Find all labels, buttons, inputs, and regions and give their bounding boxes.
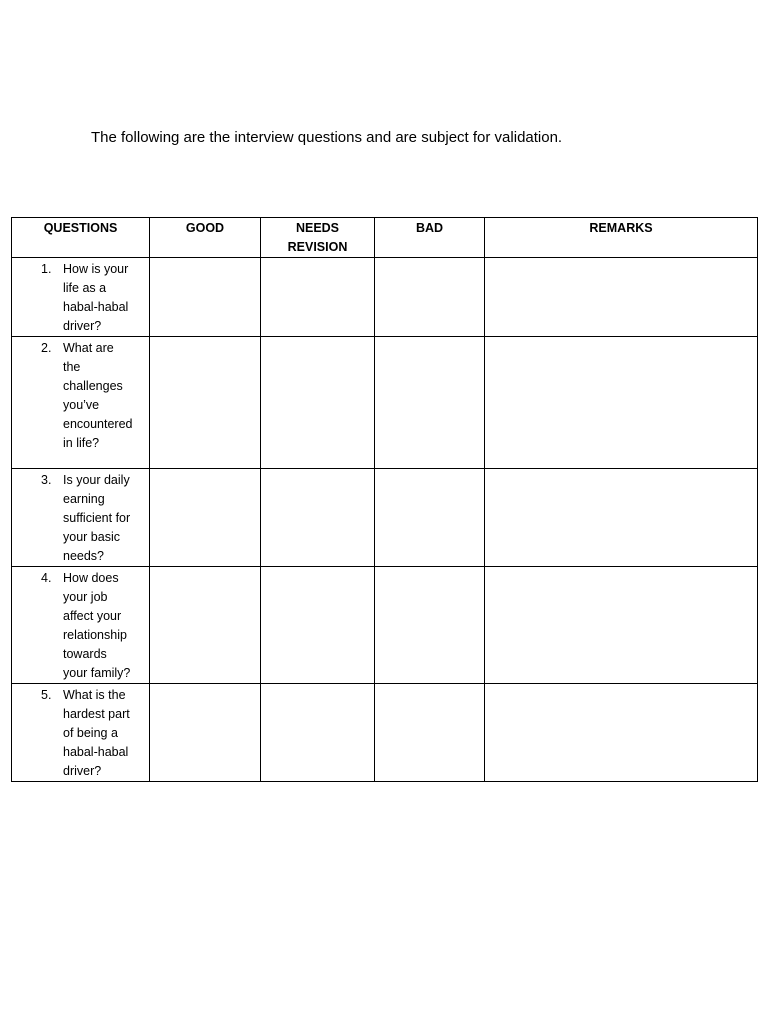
question-line: Is your daily	[63, 473, 130, 487]
question-number: 1.	[41, 262, 52, 276]
bad-cell[interactable]	[375, 469, 485, 567]
remarks-cell[interactable]	[485, 258, 758, 337]
header-row	[12, 218, 758, 258]
question-number: 4.	[41, 571, 52, 585]
question-line: your family?	[63, 666, 131, 680]
question-line: driver?	[63, 319, 102, 333]
table-row	[12, 337, 758, 469]
header-questions: QUESTIONS	[12, 218, 150, 258]
question-number: 2.	[41, 341, 52, 355]
validation-table	[11, 217, 758, 782]
question-line: your basic	[63, 530, 120, 544]
question-cell	[12, 469, 150, 567]
header-remarks: REMARKS	[485, 218, 758, 258]
question-line: What are	[63, 341, 114, 355]
bad-cell[interactable]	[375, 684, 485, 782]
table-row	[12, 469, 758, 567]
question-line: What is the	[63, 688, 126, 702]
question-line: you’ve	[63, 398, 100, 412]
question-cell	[12, 337, 150, 469]
good-cell[interactable]	[150, 469, 261, 567]
question-line: relationship	[63, 628, 127, 642]
question-line: earning	[63, 492, 105, 506]
question-line: life as a	[63, 281, 107, 295]
question-text	[63, 469, 149, 566]
question-number: 3.	[41, 473, 52, 487]
remarks-cell[interactable]	[485, 684, 758, 782]
needs-revision-cell[interactable]	[261, 567, 375, 684]
question-line: your job	[63, 590, 108, 604]
question-line: affect your	[63, 609, 122, 623]
question-line: encountered	[63, 417, 133, 431]
question-text	[63, 258, 149, 336]
bad-cell[interactable]	[375, 567, 485, 684]
question-text	[63, 567, 149, 683]
header-good: GOOD	[150, 218, 261, 258]
table-row	[12, 258, 758, 337]
needs-revision-cell[interactable]	[261, 684, 375, 782]
remarks-cell[interactable]	[485, 469, 758, 567]
question-number: 5.	[41, 688, 52, 702]
question-cell	[12, 567, 150, 684]
question-line: driver?	[63, 764, 102, 778]
question-text	[63, 684, 149, 781]
table-row	[12, 684, 758, 782]
question-line: towards	[63, 647, 107, 661]
needs-revision-cell[interactable]	[261, 337, 375, 469]
question-line: habal-habal	[63, 300, 129, 314]
question-line: the	[63, 360, 81, 374]
needs-revision-cell[interactable]	[261, 258, 375, 337]
question-line: needs?	[63, 549, 105, 563]
question-cell	[12, 684, 150, 782]
intro-text: The following are the interview questions and are subject for validation.	[91, 129, 563, 146]
good-cell[interactable]	[150, 337, 261, 469]
question-line: of being a	[63, 726, 118, 740]
good-cell[interactable]	[150, 567, 261, 684]
table-row	[12, 567, 758, 684]
question-line: sufficient for	[63, 511, 131, 525]
question-cell	[12, 258, 150, 337]
question-line: How does	[63, 571, 119, 585]
header-bad: BAD	[375, 218, 485, 258]
remarks-cell[interactable]	[485, 337, 758, 469]
question-line: hardest part	[63, 707, 130, 721]
question-line: How is your	[63, 262, 129, 276]
good-cell[interactable]	[150, 258, 261, 337]
needs-revision-cell[interactable]	[261, 469, 375, 567]
question-line: challenges	[63, 379, 123, 393]
bad-cell[interactable]	[375, 337, 485, 469]
remarks-cell[interactable]	[485, 567, 758, 684]
question-line: habal-habal	[63, 745, 129, 759]
good-cell[interactable]	[150, 684, 261, 782]
bad-cell[interactable]	[375, 258, 485, 337]
question-text	[63, 337, 149, 453]
question-line: in life?	[63, 436, 100, 450]
header-needs-revision: NEEDS REVISION	[261, 218, 375, 258]
